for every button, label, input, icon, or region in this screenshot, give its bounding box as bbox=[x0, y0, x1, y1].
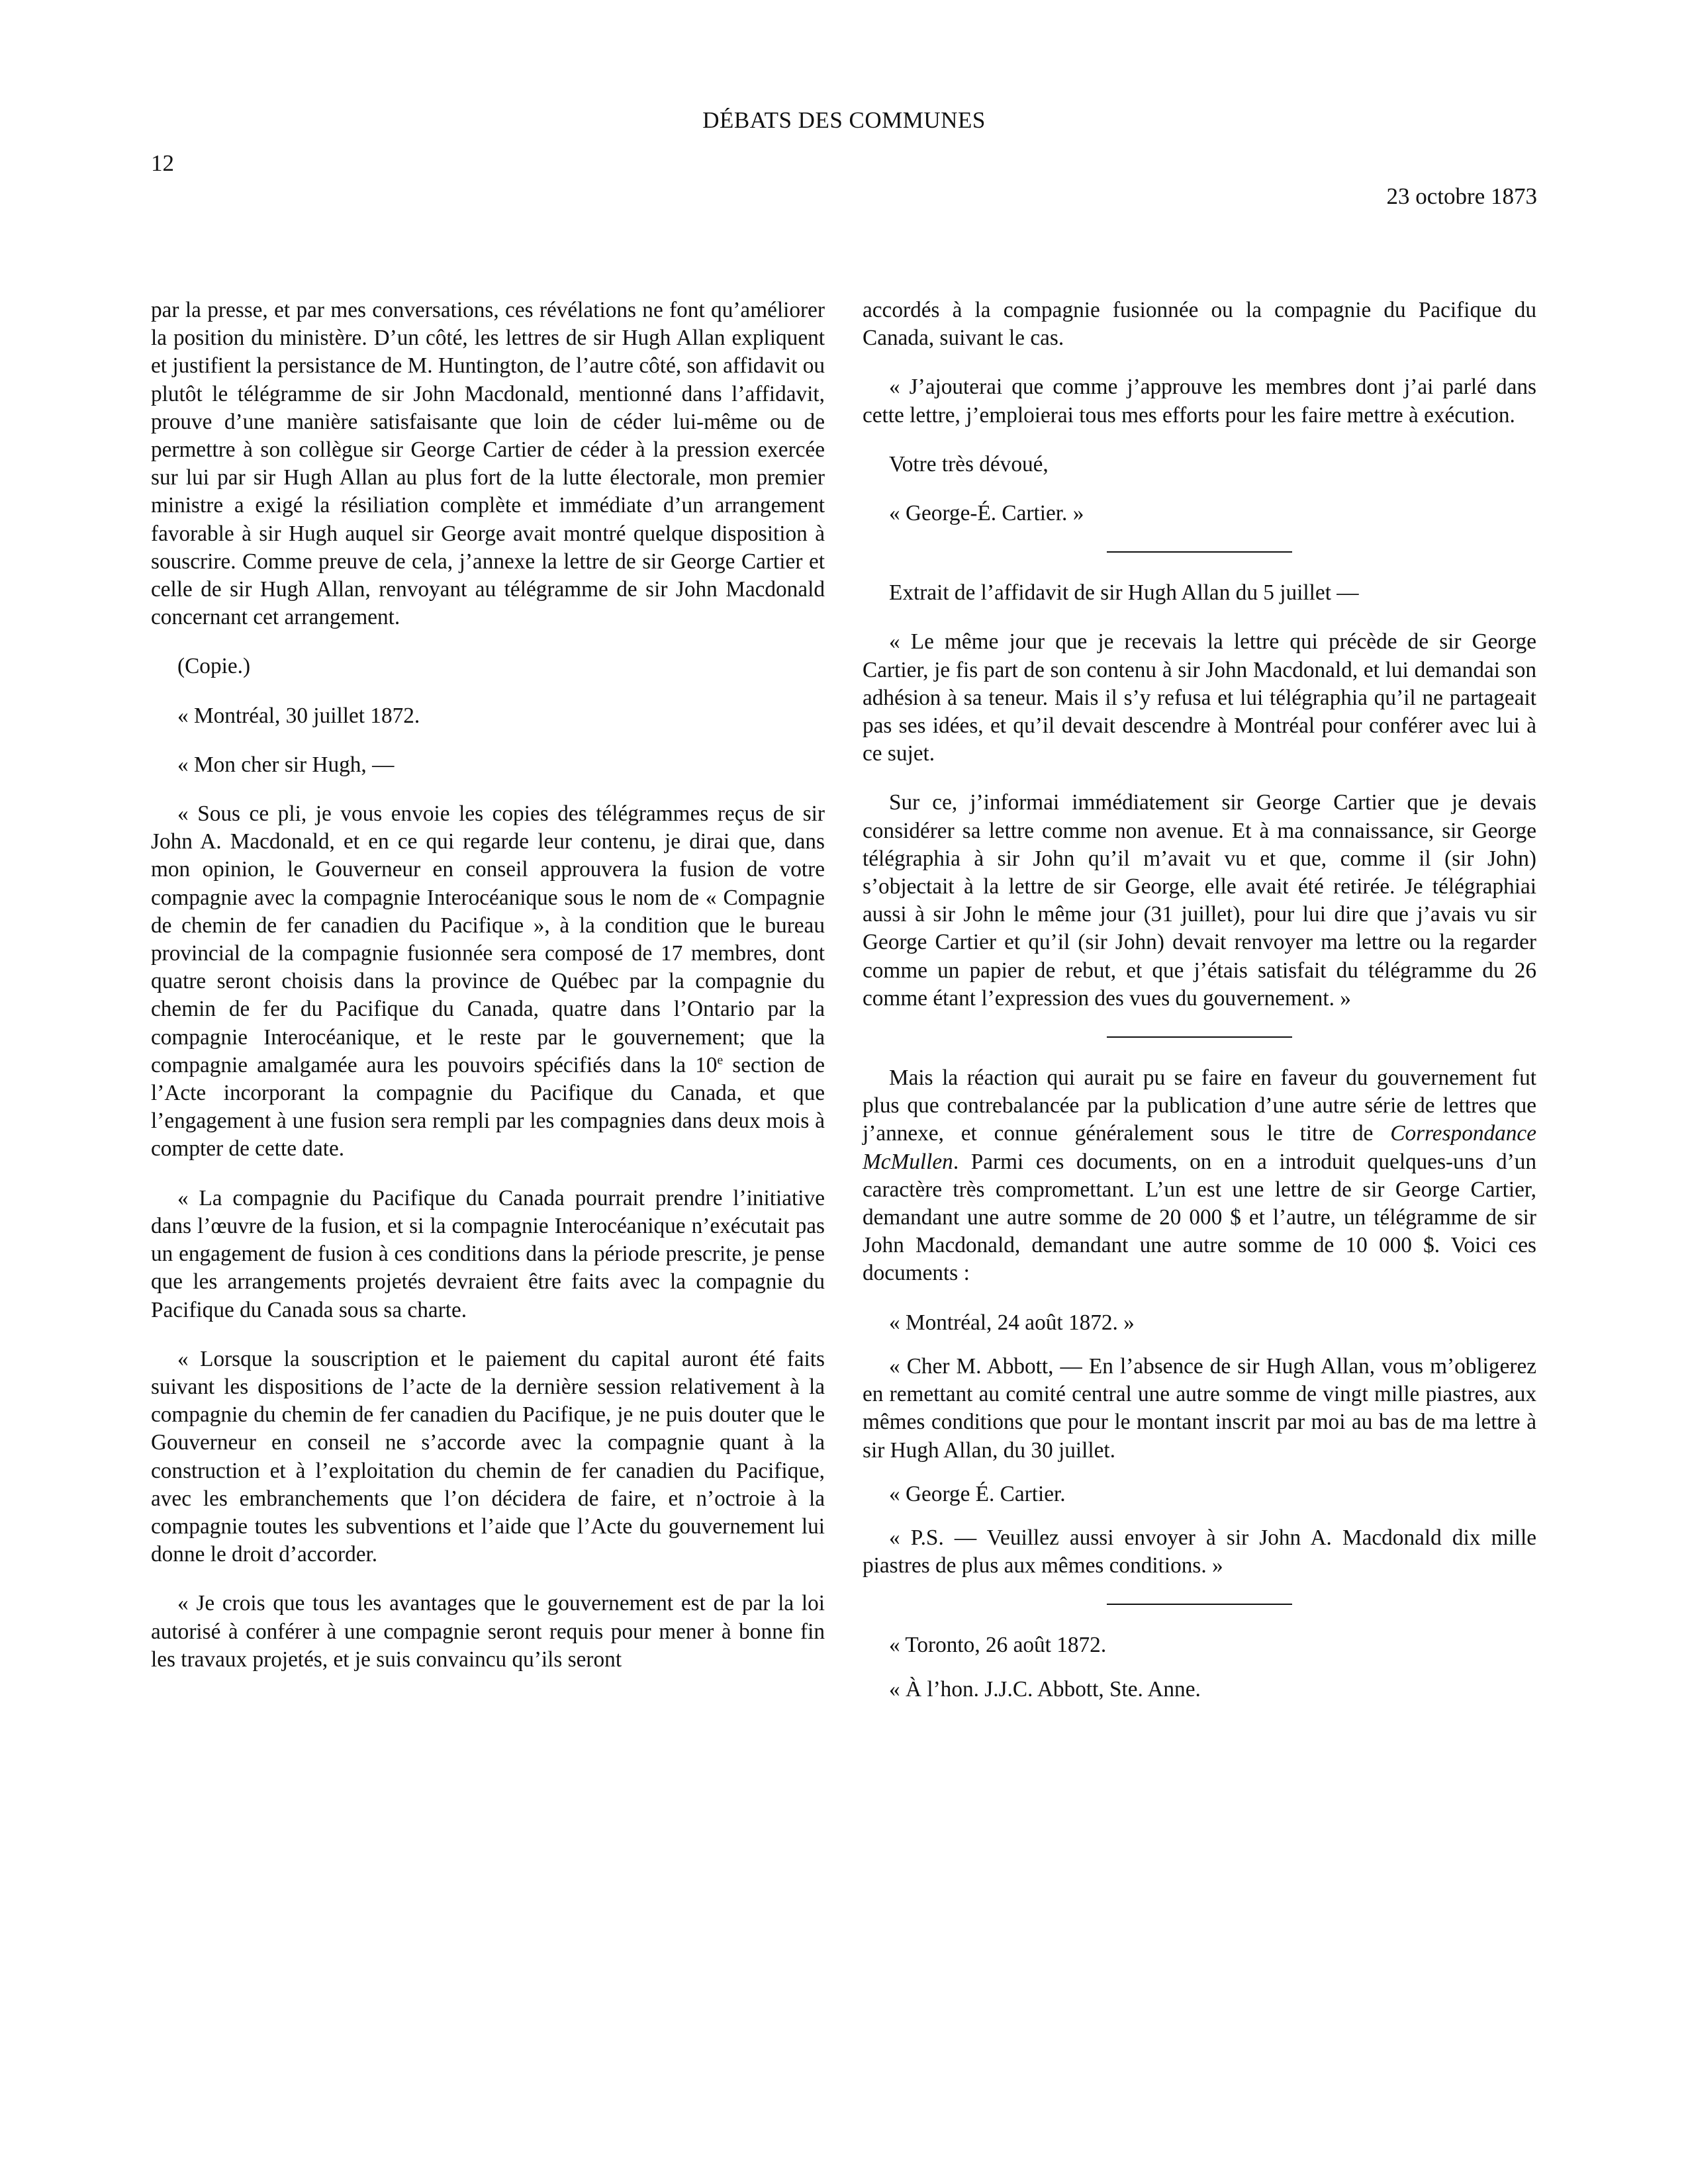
text-run: « Sous ce pli, je vous envoie les copies des télégrammes reçus de sir John A. Macdonald, et en ce qui regarde leur contenu, je dirai que, dans mon opinion, le Gouverneur en conseil approuvera la fusion de votre compagnie avec la compagnie Interocéanique sous le nom de « Compagnie de chemin de fer canadien du Pacifique », à la condition que le bureau provincial de la compagnie fusionnée sera composé de 17 membres, dont quatre seront choisis dans la province de Québec par la compagnie du chemin de fer du Pacifique du Canada, quatre dans l’Ontario par la compagnie Interocéanique, et le reste par le gouvernement; que la compagnie amalgamée aura les pouvoirs spécifiés dans la 10 bbox=[151, 801, 825, 1077]
italic-title: Correspondance McMullen bbox=[863, 1121, 1536, 1174]
paragraph: accordés à la compagnie fusionnée ou la compagnie du Pacifique du Canada, suivant le cas. bbox=[863, 298, 1536, 351]
text-run: Mais la réaction qui aurait pu se faire en faveur du gouvernement fut plus que contrebalancée par la publication d’une autre série de lettres que j’annexe, et connue généralement sous le titre de bbox=[863, 1066, 1536, 1146]
page-number: 12 bbox=[151, 150, 174, 176]
paragraph: « Le même jour que je recevais la lettre qui précède de sir George Cartier, je fis part de son contenu à sir John Macdonald, et lui demandai son adhésion à sa teneur. Mais il s’y refusa et lui télégraphia qu’il ne partageait pas ses idées, et qu’il devait descendre à Montréal pour conférer avec lui à ce sujet. bbox=[863, 629, 1536, 766]
paragraph bbox=[151, 800, 825, 1163]
paragraph: « Cher M. Abbott, — En l’absence de sir Hugh Allan, vous m’obligerez en remettant au comité central une autre somme de vingt mille piastres, aux mêmes conditions que pour le montant inscrit par moi au bas de ma lettre à sir Hugh Allan, du 30 juillet. bbox=[863, 1353, 1536, 1463]
letter-closing: Votre très dévoué, bbox=[889, 451, 1049, 477]
right-column bbox=[863, 296, 1536, 1719]
running-head: DÉBATS DES COMMUNES bbox=[702, 107, 986, 133]
paragraph: « J’ajouterai que comme j’approuve les membres dont j’ai parlé dans cette lettre, j’emploierai tous mes efforts pour les faire mettre à exécution. bbox=[863, 375, 1536, 428]
letter-dateline: « Montréal, 30 juillet 1872. bbox=[177, 703, 420, 728]
divider-rule bbox=[1107, 1604, 1292, 1605]
letter-signature: « George É. Cartier. bbox=[889, 1481, 1066, 1506]
paragraph: « Lorsque la souscription et le paiement du capital auront été faits suivant les dispositions de l’acte de la dernière session relativement à la compagnie du chemin de fer canadien du Pacifique, je ne puis douter que le Gouverneur en conseil ne s’accorde avec la compagnie quant à la construction et à l’exploitation du chemin de fer canadien du Pacifique, avec les embranchements que l’on décidera de faire, et n’octroie à la compagnie toutes les subventions et l’aide que l’Acte du gouvernement lui donne le droit d’accorder. bbox=[151, 1346, 825, 1567]
letter-dateline: « Toronto, 26 août 1872. bbox=[889, 1633, 1107, 1658]
left-column bbox=[151, 296, 825, 1695]
paragraph: Sur ce, j’informai immédiatement sir George Cartier que je devais considérer sa lettre comme non avenue. Et à ma connaissance, sir George télégraphia à sir John qu’il m’avait vu et que, comme il (sir John) s’objectait à la lettre de sir George, elle avait été retirée. Je télégraphiai aussi à sir John le même jour (31 juillet), pour lui dire que j’avais vu sir George Cartier et qu’il (sir John) devait renvoyer ma lettre ou la regarder comme un papier de rebut, et que j’étais satisfait du télégramme du 26 comme étant l’expression des vues du gouvernement. » bbox=[863, 790, 1536, 1011]
paragraph: « La compagnie du Pacifique du Canada pourrait prendre l’initiative dans l’œuvre de la fusion, et si la compagnie Interocéanique n’exécutait pas un engagement de fusion à ces conditions dans la période prescrite, je pense que les arrangements projetés devraient être faits avec la compagnie du Pacifique du Canada sous sa charte. bbox=[151, 1185, 825, 1322]
superscript: e bbox=[717, 1052, 724, 1068]
divider-rule bbox=[1107, 1036, 1292, 1038]
paragraph: « Je crois que tous les avantages que le gouvernement est de par la loi autorisé à conférer à une compagnie seront requis pour mener à bonne fin les travaux projetés, et je suis convaincu qu’ils seront bbox=[151, 1591, 825, 1672]
letter-dateline: « Montréal, 24 août 1872. » bbox=[889, 1310, 1135, 1335]
paragraph bbox=[863, 1064, 1536, 1288]
page-date: 23 octobre 1873 bbox=[1386, 183, 1537, 209]
paragraph: Extrait de l’affidavit de sir Hugh Allan du 5 juillet — bbox=[889, 580, 1359, 606]
paragraph: par la presse, et par mes conversations, ces révélations ne font qu’améliorer la position du ministère. D’un côté, les lettres de sir Hugh Allan expliquent et justifient la persistance de M. Huntington, de l’autre côté, son affidavit ou plutôt le télégramme de sir John Macdonald, mentionné dans l’affidavit, prouve d’une manière satisfaisante que loin de céder lui-même ou de permettre à son collègue sir George Cartier de céder à la pression exercée sur lui par sir Hugh Allan au plus fort de la lutte électorale, mon premier ministre a exigé la résiliation complète et immédiate d’un arrangement favorable à sir Hugh auquel sir George avait montré quelque disposition à souscrire. Comme preuve de cela, j’annexe la lettre de sir George Cartier et celle de sir Hugh Allan, renvoyant au télégramme de sir John Macdonald concernant cet arrangement. bbox=[151, 298, 825, 630]
letter-signature: « George-É. Cartier. » bbox=[889, 501, 1084, 526]
text-run: section de l’Acte incorporant la compagnie du Pacifique du Canada, et que l’engagement à une fusion sera rempli par les compagnies dans deux mois à compter de cette date. bbox=[151, 1052, 825, 1161]
divider-rule bbox=[1107, 551, 1292, 553]
text-run: . Parmi ces documents, on en a introduit quelques-uns d’un caractère très compromettant. L’un est une lettre de sir George Cartier, demandant une autre somme de 20 000 $ et l’autre, un télégramme de sir John Macdonald, demandant une autre somme de 10 000 $. Voici ces documents : bbox=[863, 1149, 1536, 1286]
letter-address: « À l’hon. J.J.C. Abbott, Ste. Anne. bbox=[889, 1676, 1201, 1702]
letter-salutation: « Mon cher sir Hugh, — bbox=[177, 752, 395, 777]
postscript: « P.S. — Veuillez aussi envoyer à sir John A. Macdonald dix mille piastres de plus aux mêmes conditions. » bbox=[863, 1525, 1536, 1578]
copy-note: (Copie.) bbox=[177, 654, 251, 679]
